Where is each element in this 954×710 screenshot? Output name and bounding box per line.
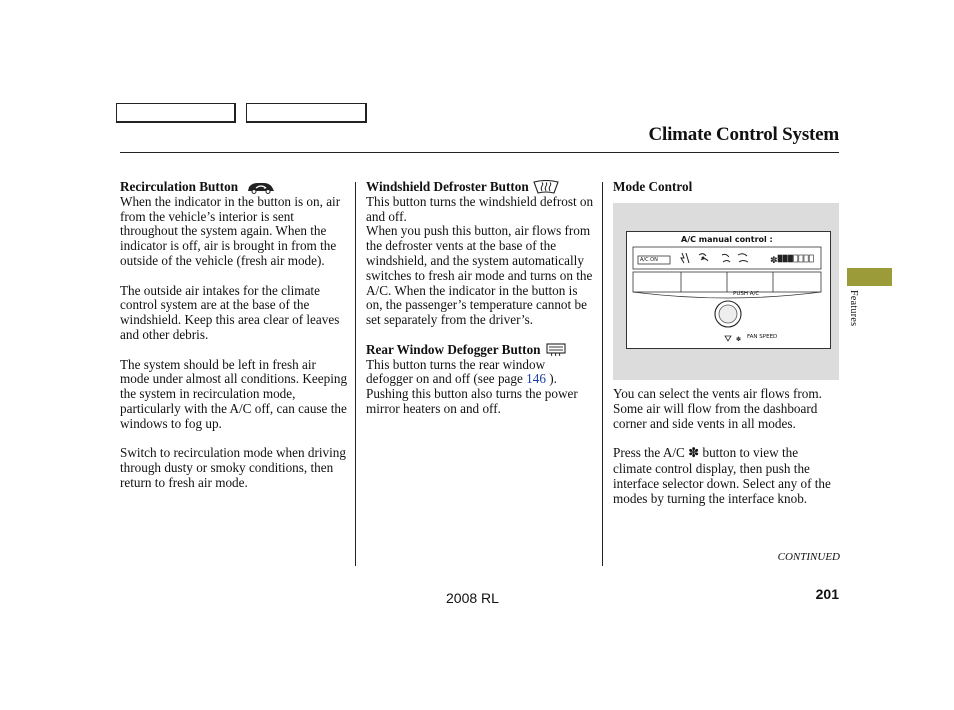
fan-level-segment	[809, 255, 813, 262]
fan-icon: ✽	[688, 446, 700, 462]
defogger-heading	[366, 343, 594, 358]
mode-control-heading: Mode Control	[613, 179, 693, 194]
ac-manual-control-display	[626, 231, 831, 349]
defogger-text	[366, 358, 594, 417]
column-mode-control	[613, 180, 839, 195]
column-recirculation	[120, 180, 348, 506]
fan-level-segment	[778, 255, 782, 262]
recirculation-text-2: The outside air intakes for the climate control system are at the base of the windshield. Keep this area clear of leaves and other debris.	[120, 282, 340, 342]
recirculation-text-4: Switch to recirculation mode when driving through dusty or smoky conditions, then return to fresh air mode.	[120, 445, 346, 490]
section-side-label: Features	[848, 290, 859, 327]
fan-level-segment	[788, 255, 792, 262]
column-divider-2	[602, 182, 603, 566]
fan-speed-fan-icon: ✽	[736, 336, 742, 343]
defogger-text-start: This button turns the rear window defogger on and off (see page	[366, 356, 546, 387]
page-title: Climate Control System	[648, 124, 839, 145]
continued-label: CONTINUED	[777, 551, 840, 563]
mode-text-2-end: button to view the climate control display, then push the interface selector down. Select any of the modes by turning the interface knob.	[613, 445, 831, 506]
ac-on-label: A/C ON	[640, 257, 658, 263]
climate-display-figure	[613, 203, 839, 380]
windshield-defroster-icon	[533, 180, 559, 194]
nav-box-left[interactable]	[116, 103, 236, 123]
recirculation-text-1: When the indicator in the button is on, air from the vehicle’s interior is sent throughout the system again. When the indicator is off, air is brought in from the outside of the vehicle (fresh air mode).	[120, 193, 341, 268]
mode-icons	[681, 253, 748, 263]
column-divider-1	[355, 182, 356, 566]
recirculation-text-3: The system should be left in fresh air mode under almost all conditions. Keeping the system in recirculation mode, particularly with the A/C off, can cause the windows to fog up.	[120, 356, 348, 431]
footer-model: 2008 RL	[446, 590, 499, 606]
fan-level-segment	[799, 255, 803, 262]
column-defroster	[366, 180, 594, 432]
defroster-heading	[366, 180, 594, 195]
push-ac-label: PUSH A/C	[733, 291, 760, 297]
recirculation-heading-text: Recirculation Button	[120, 179, 239, 194]
mode-text-1: You can select the vents air flows from. Some air will flow from the dashboard corner and side vents in all modes.	[613, 386, 822, 431]
rear-defogger-icon	[546, 343, 566, 357]
mode-text-2-start: Press the A/C	[613, 445, 689, 461]
section-side-tab[interactable]	[847, 268, 892, 286]
page-number: 201	[815, 586, 839, 602]
fan-level-segment	[804, 255, 808, 262]
defogger-heading-text: Rear Window Defogger Button	[366, 341, 541, 357]
fan-level-icon: ✽	[770, 256, 778, 266]
mode-text-2	[613, 446, 839, 506]
fan-level-segment	[794, 255, 798, 262]
display-graphic	[627, 232, 830, 348]
fan-level-bars	[778, 255, 813, 262]
fan-level-segment	[783, 255, 787, 262]
page-link-146[interactable]: 146	[526, 371, 546, 387]
fan-speed-label: FAN SPEED	[747, 334, 778, 340]
display-title: A/C manual control :	[681, 235, 773, 244]
defroster-text-2: When you push this button, air flows from the defroster vents at the base of the windshield, and the system automatically switches to fresh air mode and turns on the A/C. When the indicator in the button is on, the passenger’s temperature cannot be set separately from the driver’s.	[366, 223, 593, 328]
header-rule	[120, 152, 839, 153]
nav-box-right[interactable]	[246, 103, 367, 123]
defogger-text-end: ). Pushing this button also turns the power mirror heaters on and off.	[366, 371, 578, 416]
recirculation-car-icon	[246, 180, 276, 194]
defroster-heading-text: Windshield Defroster Button	[366, 179, 529, 194]
recirculation-heading	[120, 180, 348, 195]
column-mode-control-text	[613, 387, 839, 521]
defroster-text-1: This button turns the windshield defrost on and off.	[366, 193, 594, 224]
